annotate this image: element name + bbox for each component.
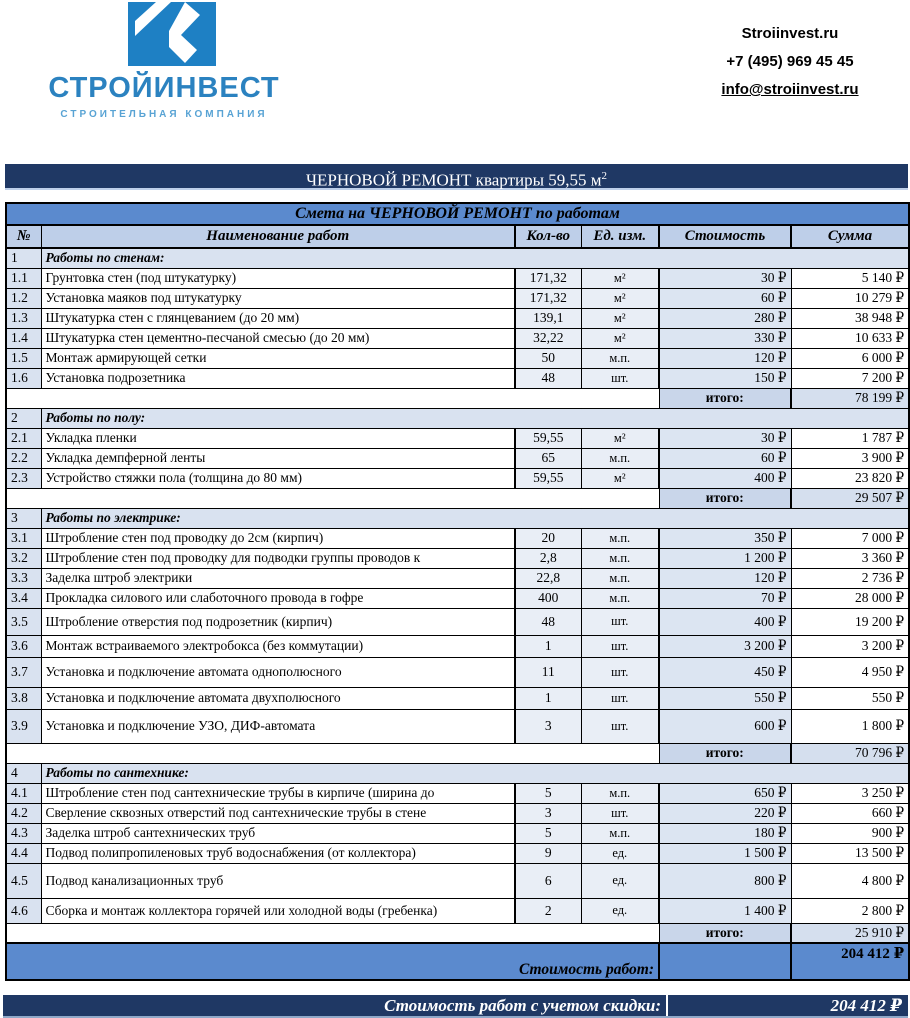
quantity: 59,55 <box>515 468 581 488</box>
price: 400 ₽ <box>659 468 791 488</box>
work-name: Установка и подключение автомата двухполюсного <box>41 687 515 709</box>
row-number: 4.4 <box>6 843 41 863</box>
quantity: 2,8 <box>515 548 581 568</box>
sum: 23 820 ₽ <box>791 468 909 488</box>
section-number: 1 <box>6 248 41 268</box>
page-title-superscript: 2 <box>601 170 608 182</box>
unit: шт. <box>581 709 659 743</box>
section-title: Работы по стенам: <box>41 248 909 268</box>
unit: ед. <box>581 863 659 898</box>
work-name: Сверление сквозных отверстий под сантехнические трубы в стене <box>41 803 515 823</box>
subtotal-value: 78 199 ₽ <box>791 388 909 408</box>
row-number: 2.1 <box>6 428 41 448</box>
quantity: 139,1 <box>515 308 581 328</box>
work-name: Укладка демпферной ленты <box>41 448 515 468</box>
total-spacer <box>659 943 791 980</box>
sum: 2 736 ₽ <box>791 568 909 588</box>
work-row <box>6 428 909 448</box>
website-link[interactable]: Stroiinvest.ru <box>741 25 839 42</box>
sum: 3 360 ₽ <box>791 548 909 568</box>
work-name: Укладка пленки <box>41 428 515 448</box>
work-name: Штробление стен под проводку до 2см (кирпич) <box>41 528 515 548</box>
sum: 660 ₽ <box>791 803 909 823</box>
price: 30 ₽ <box>659 268 791 288</box>
sum: 550 ₽ <box>791 687 909 709</box>
price: 330 ₽ <box>659 328 791 348</box>
work-name: Подвод полипропиленовых труб водоснабжения (от коллектора) <box>41 843 515 863</box>
work-name: Устройство стяжки пола (толщина до 80 мм) <box>41 468 515 488</box>
total-row <box>6 943 909 980</box>
sum: 13 500 ₽ <box>791 843 909 863</box>
row-number: 3.7 <box>6 657 41 687</box>
price: 450 ₽ <box>659 657 791 687</box>
unit: м² <box>581 428 659 448</box>
company-name: СТРОЙИНВЕСТ <box>48 72 280 104</box>
work-row <box>6 783 909 803</box>
row-number: 2.3 <box>6 468 41 488</box>
estimate-table <box>5 202 910 981</box>
work-row <box>6 348 909 368</box>
work-row <box>6 657 909 687</box>
work-row <box>6 268 909 288</box>
row-number: 4.6 <box>6 898 41 923</box>
work-row <box>6 709 909 743</box>
work-name: Грунтовка стен (под штукатурку) <box>41 268 515 288</box>
work-row <box>6 608 909 635</box>
row-number: 3.6 <box>6 635 41 657</box>
price: 650 ₽ <box>659 783 791 803</box>
unit: ед. <box>581 898 659 923</box>
quantity: 65 <box>515 448 581 468</box>
section-row <box>6 248 909 268</box>
work-row <box>6 548 909 568</box>
sum: 7 000 ₽ <box>791 528 909 548</box>
row-number: 4.2 <box>6 803 41 823</box>
row-number: 1.5 <box>6 348 41 368</box>
work-row <box>6 843 909 863</box>
unit: шт. <box>581 635 659 657</box>
work-row <box>6 588 909 608</box>
work-name: Штукатурка стен цементно-песчаной смесью (до 20 мм) <box>41 328 515 348</box>
row-number: 2.2 <box>6 448 41 468</box>
work-name: Установка и подключение автомата однополюсного <box>41 657 515 687</box>
sum: 4 950 ₽ <box>791 657 909 687</box>
quantity: 3 <box>515 709 581 743</box>
section-number: 2 <box>6 408 41 428</box>
section-title: Работы по сантехнике: <box>41 763 909 783</box>
row-number: 1.4 <box>6 328 41 348</box>
quantity: 59,55 <box>515 428 581 448</box>
sum: 1 800 ₽ <box>791 709 909 743</box>
quantity: 3 <box>515 803 581 823</box>
work-row <box>6 288 909 308</box>
unit: м.п. <box>581 548 659 568</box>
quantity: 11 <box>515 657 581 687</box>
price: 180 ₽ <box>659 823 791 843</box>
section-number: 3 <box>6 508 41 528</box>
work-name: Штукатурка стен с глянцеванием (до 20 мм) <box>41 308 515 328</box>
quantity: 32,22 <box>515 328 581 348</box>
sum: 38 948 ₽ <box>791 308 909 328</box>
sum: 3 250 ₽ <box>791 783 909 803</box>
work-name: Штробление отверстия под подрозетник (кирпич) <box>41 608 515 635</box>
work-row <box>6 468 909 488</box>
quantity: 6 <box>515 863 581 898</box>
col-header-name: Наименование работ <box>41 225 515 248</box>
subtotal-label: итого: <box>659 388 791 408</box>
section-row <box>6 763 909 783</box>
table-caption-row <box>6 203 909 225</box>
contact-block <box>690 20 890 104</box>
price: 280 ₽ <box>659 308 791 328</box>
quantity: 171,32 <box>515 268 581 288</box>
unit: м.п. <box>581 348 659 368</box>
row-number: 3.1 <box>6 528 41 548</box>
quantity: 9 <box>515 843 581 863</box>
row-number: 1.6 <box>6 368 41 388</box>
quantity: 400 <box>515 588 581 608</box>
work-row <box>6 635 909 657</box>
work-row <box>6 308 909 328</box>
row-number: 1.3 <box>6 308 41 328</box>
quantity: 5 <box>515 823 581 843</box>
sum: 28 000 ₽ <box>791 588 909 608</box>
row-number: 3.2 <box>6 548 41 568</box>
sum: 1 787 ₽ <box>791 428 909 448</box>
subtotal-value: 70 796 ₽ <box>791 743 909 763</box>
work-name: Штробление стен под сантехнические трубы в кирпиче (ширина до <box>41 783 515 803</box>
unit: м² <box>581 328 659 348</box>
price: 150 ₽ <box>659 368 791 388</box>
price: 220 ₽ <box>659 803 791 823</box>
price: 60 ₽ <box>659 448 791 468</box>
company-tagline: СТРОИТЕЛЬНАЯ КОМПАНИЯ <box>60 109 268 120</box>
company-logo-icon <box>128 2 216 66</box>
price: 600 ₽ <box>659 709 791 743</box>
row-number: 4.5 <box>6 863 41 898</box>
price: 400 ₽ <box>659 608 791 635</box>
phone-number: +7 (495) 969 45 45 <box>726 53 854 70</box>
row-number: 3.5 <box>6 608 41 635</box>
sum: 10 633 ₽ <box>791 328 909 348</box>
work-row <box>6 368 909 388</box>
section-title: Работы по электрике: <box>41 508 909 528</box>
subtotal-spacer <box>6 923 659 943</box>
sum: 900 ₽ <box>791 823 909 843</box>
unit: шт. <box>581 803 659 823</box>
price: 550 ₽ <box>659 687 791 709</box>
quantity: 22,8 <box>515 568 581 588</box>
price: 350 ₽ <box>659 528 791 548</box>
row-number: 3.9 <box>6 709 41 743</box>
col-header-num: № <box>6 225 41 248</box>
subtotal-value: 25 910 ₽ <box>791 923 909 943</box>
unit: шт. <box>581 608 659 635</box>
row-number: 3.3 <box>6 568 41 588</box>
work-name: Заделка штроб сантехнических труб <box>41 823 515 843</box>
row-number: 4.1 <box>6 783 41 803</box>
sum: 7 200 ₽ <box>791 368 909 388</box>
table-caption: Смета на ЧЕРНОВОЙ РЕМОНТ по работам <box>6 203 909 225</box>
work-row <box>6 823 909 843</box>
row-number: 4.3 <box>6 823 41 843</box>
unit: шт. <box>581 657 659 687</box>
work-name: Монтаж встраиваемого электробокса (без коммутации) <box>41 635 515 657</box>
sum: 5 140 ₽ <box>791 268 909 288</box>
subtotal-row <box>6 923 909 943</box>
subtotal-spacer <box>6 488 659 508</box>
quantity: 1 <box>515 635 581 657</box>
unit: м² <box>581 468 659 488</box>
work-row <box>6 448 909 468</box>
subtotal-row <box>6 488 909 508</box>
discount-total-value: 204 412 ₽ <box>830 996 902 1015</box>
work-row <box>6 528 909 548</box>
unit: шт. <box>581 368 659 388</box>
work-name: Заделка штроб электрики <box>41 568 515 588</box>
work-name: Установка и подключение УЗО, ДИФ-автомата <box>41 709 515 743</box>
subtotal-spacer <box>6 388 659 408</box>
work-row <box>6 803 909 823</box>
row-number: 1.1 <box>6 268 41 288</box>
price: 120 ₽ <box>659 348 791 368</box>
price: 1 400 ₽ <box>659 898 791 923</box>
work-row <box>6 328 909 348</box>
col-header-qty: Кол-во <box>515 225 581 248</box>
subtotal-label: итого: <box>659 488 791 508</box>
discount-total-label: Стоимость работ с учетом скидки: <box>3 995 668 1016</box>
price: 1 200 ₽ <box>659 548 791 568</box>
quantity: 2 <box>515 898 581 923</box>
total-value: 204 412 ₽ <box>791 943 909 980</box>
unit: м² <box>581 308 659 328</box>
sum: 2 800 ₽ <box>791 898 909 923</box>
unit: м² <box>581 268 659 288</box>
quantity: 5 <box>515 783 581 803</box>
section-row <box>6 408 909 428</box>
price: 800 ₽ <box>659 863 791 898</box>
price: 70 ₽ <box>659 588 791 608</box>
sum: 3 900 ₽ <box>791 448 909 468</box>
document-title-bar <box>5 164 908 190</box>
work-name: Сборка и монтаж коллектора горячей или холодной воды (гребенка) <box>41 898 515 923</box>
row-number: 1.2 <box>6 288 41 308</box>
work-name: Установка подрозетника <box>41 368 515 388</box>
quantity: 20 <box>515 528 581 548</box>
col-header-unit: Ед. изм. <box>581 225 659 248</box>
unit: м.п. <box>581 588 659 608</box>
price: 60 ₽ <box>659 288 791 308</box>
work-row <box>6 863 909 898</box>
unit: м.п. <box>581 783 659 803</box>
quantity: 48 <box>515 608 581 635</box>
quantity: 171,32 <box>515 288 581 308</box>
row-number: 3.8 <box>6 687 41 709</box>
work-name: Монтаж армирующей сетки <box>41 348 515 368</box>
row-number: 3.4 <box>6 588 41 608</box>
price: 30 ₽ <box>659 428 791 448</box>
work-name: Подвод канализационных труб <box>41 863 515 898</box>
sum: 4 800 ₽ <box>791 863 909 898</box>
section-number: 4 <box>6 763 41 783</box>
total-label: Стоимость работ: <box>6 943 659 980</box>
unit: м.п. <box>581 528 659 548</box>
subtotal-label: итого: <box>659 923 791 943</box>
work-name: Прокладка силового или слаботочного провода в гофре <box>41 588 515 608</box>
unit: м.п. <box>581 448 659 468</box>
price: 120 ₽ <box>659 568 791 588</box>
work-row <box>6 687 909 709</box>
unit: ед. <box>581 843 659 863</box>
work-name: Штробление стен под проводку для подводки группы проводов к <box>41 548 515 568</box>
unit: м² <box>581 288 659 308</box>
sum: 3 200 ₽ <box>791 635 909 657</box>
price: 3 200 ₽ <box>659 635 791 657</box>
subtotal-value: 29 507 ₽ <box>791 488 909 508</box>
sum: 6 000 ₽ <box>791 348 909 368</box>
page-title: ЧЕРНОВОЙ РЕМОНТ квартиры 59,55 м <box>305 170 602 190</box>
col-header-sum: Сумма <box>791 225 909 248</box>
section-row <box>6 508 909 528</box>
subtotal-spacer <box>6 743 659 763</box>
email-link[interactable]: info@stroiinvest.ru <box>721 81 859 98</box>
quantity: 48 <box>515 368 581 388</box>
price: 1 500 ₽ <box>659 843 791 863</box>
unit: м.п. <box>581 568 659 588</box>
sum: 10 279 ₽ <box>791 288 909 308</box>
work-row <box>6 898 909 923</box>
unit: м.п. <box>581 823 659 843</box>
subtotal-row <box>6 743 909 763</box>
col-header-price: Стоимость <box>659 225 791 248</box>
section-title: Работы по полу: <box>41 408 909 428</box>
column-header-row <box>6 225 909 248</box>
work-row <box>6 568 909 588</box>
work-name: Установка маяков под штукатурку <box>41 288 515 308</box>
quantity: 1 <box>515 687 581 709</box>
quantity: 50 <box>515 348 581 368</box>
subtotal-label: итого: <box>659 743 791 763</box>
sum: 19 200 ₽ <box>791 608 909 635</box>
discount-total-bar <box>3 995 908 1018</box>
document-header <box>0 0 910 154</box>
subtotal-row <box>6 388 909 408</box>
unit: шт. <box>581 687 659 709</box>
